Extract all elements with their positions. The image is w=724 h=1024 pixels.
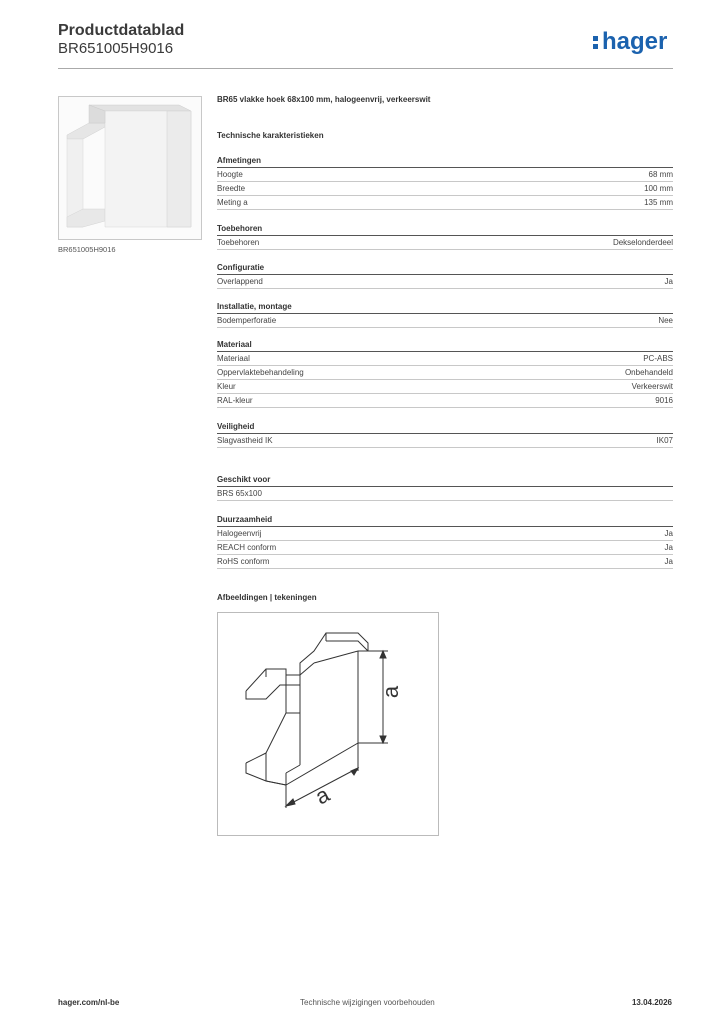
table-row bbox=[217, 394, 673, 408]
table-row bbox=[217, 314, 673, 328]
row-label: Kleur bbox=[217, 382, 236, 391]
row-label: REACH conform bbox=[217, 543, 277, 552]
section-installatie-montage bbox=[217, 300, 673, 328]
section-title: Duurzaamheid bbox=[217, 513, 673, 527]
table-row bbox=[217, 352, 673, 366]
row-value: Ja bbox=[664, 529, 673, 538]
logo-dot-bottom bbox=[593, 44, 598, 49]
logo-text: hager bbox=[602, 28, 668, 55]
section-veiligheid bbox=[217, 420, 673, 448]
section-title: Materiaal bbox=[217, 338, 673, 352]
row-label: Materiaal bbox=[217, 354, 250, 363]
logo-dot-top bbox=[593, 36, 598, 41]
product-description: BR65 vlakke hoek 68x100 mm, halogeenvrij, verkeerswit bbox=[217, 95, 431, 104]
dimension-label-horizontal: a bbox=[310, 781, 334, 810]
technical-characteristics-title: Technische karakteristieken bbox=[217, 131, 324, 140]
dimension-label-vertical: a bbox=[378, 685, 403, 699]
row-label: Bodemperforatie bbox=[217, 316, 277, 325]
drawings-title: Afbeeldingen | tekeningen bbox=[217, 593, 317, 602]
row-label: Breedte bbox=[217, 184, 246, 193]
row-label: Halogeenvrij bbox=[217, 529, 262, 538]
row-label: Toebehoren bbox=[217, 238, 260, 247]
page-title: Productdatablad bbox=[58, 22, 185, 39]
section-title: Afmetingen bbox=[217, 154, 673, 168]
row-value: Dekselonderdeel bbox=[612, 238, 673, 247]
section-title: Geschikt voor bbox=[217, 473, 673, 487]
table-row bbox=[217, 196, 673, 210]
section-title: Toebehoren bbox=[217, 222, 673, 236]
row-value: 100 mm bbox=[644, 184, 673, 193]
hager-logo bbox=[590, 27, 674, 57]
section-afmetingen bbox=[217, 154, 673, 210]
table-row bbox=[217, 366, 673, 380]
table-row bbox=[217, 275, 673, 289]
row-value: 135 mm bbox=[644, 198, 673, 207]
flat-angle-line-drawing bbox=[218, 613, 438, 835]
footer-website: hager.com/nl-be bbox=[58, 998, 120, 1007]
row-value: 68 mm bbox=[648, 170, 673, 179]
product-image-caption: BR651005H9016 bbox=[58, 245, 116, 254]
table-row bbox=[217, 487, 673, 501]
table-row bbox=[217, 380, 673, 394]
row-label: Meting a bbox=[217, 198, 248, 207]
table-row bbox=[217, 527, 673, 541]
table-row bbox=[217, 541, 673, 555]
row-label: BRS 65x100 bbox=[217, 489, 262, 498]
section-title: Veiligheid bbox=[217, 420, 673, 434]
product-image bbox=[58, 96, 202, 240]
table-row bbox=[217, 555, 673, 569]
row-label: Oppervlaktebehandeling bbox=[217, 368, 304, 377]
section-configuratie bbox=[217, 261, 673, 289]
section-title: Installatie, montage bbox=[217, 300, 673, 314]
product-photo-illustration bbox=[59, 97, 201, 239]
section-materiaal bbox=[217, 338, 673, 408]
row-label: Hoogte bbox=[217, 170, 243, 179]
row-value: Nee bbox=[658, 316, 673, 325]
footer-date: 13.04.2026 bbox=[631, 998, 672, 1007]
row-label: RAL-kleur bbox=[217, 396, 253, 405]
row-label: RoHS conform bbox=[217, 557, 270, 566]
row-value: Onbehandeld bbox=[624, 368, 673, 377]
table-row bbox=[217, 182, 673, 196]
row-value: Verkeerswit bbox=[631, 382, 673, 391]
row-label: Overlappend bbox=[217, 277, 263, 286]
row-value: PC-ABS bbox=[643, 354, 673, 363]
row-label: Slagvastheid IK bbox=[217, 436, 273, 445]
row-value: 9016 bbox=[655, 396, 673, 405]
header-divider bbox=[58, 68, 673, 69]
row-value: Ja bbox=[664, 277, 673, 286]
technical-drawing bbox=[217, 612, 439, 836]
footer-notice: Technische wijzigingen voorbehouden bbox=[300, 998, 435, 1007]
table-row bbox=[217, 434, 673, 448]
row-value: IK07 bbox=[656, 436, 673, 445]
row-value: Ja bbox=[664, 557, 673, 566]
section-title: Configuratie bbox=[217, 261, 673, 275]
table-row bbox=[217, 236, 673, 250]
section-duurzaamheid bbox=[217, 513, 673, 569]
row-value: Ja bbox=[664, 543, 673, 552]
table-row bbox=[217, 168, 673, 182]
section-geschikt-voor bbox=[217, 473, 673, 501]
section-toebehoren bbox=[217, 222, 673, 250]
product-code: BR651005H9016 bbox=[58, 40, 174, 57]
